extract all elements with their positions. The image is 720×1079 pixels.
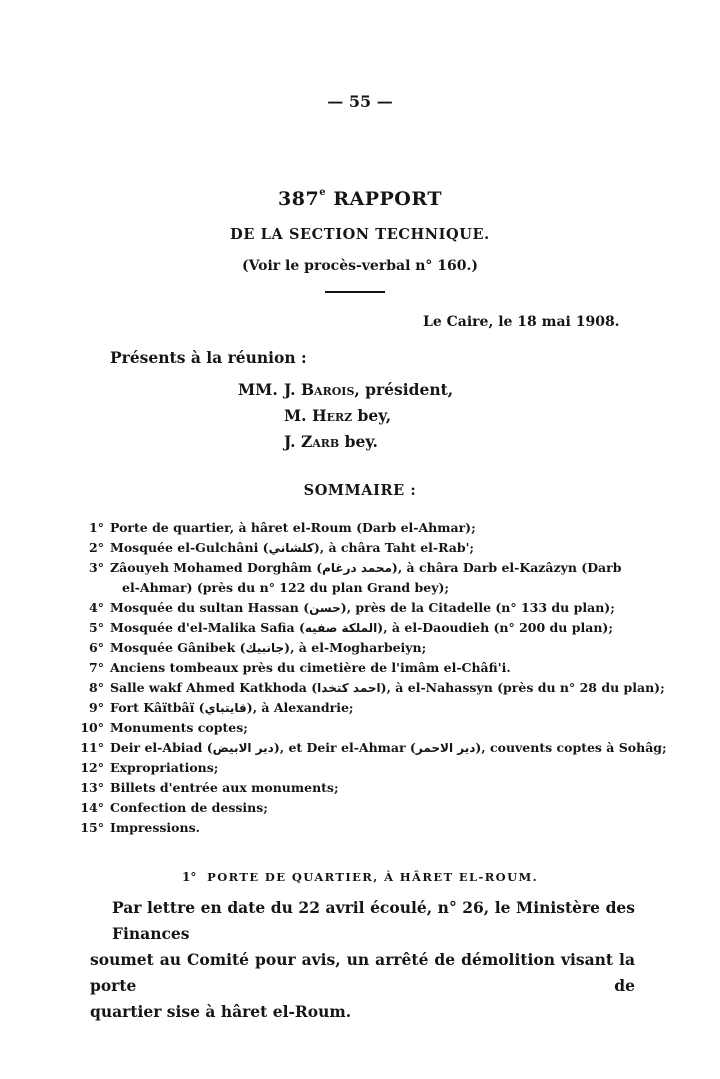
member-name: Herz	[311, 406, 353, 425]
body-line: Par lettre en date du 22 avril écoulé, n° 26, le Ministère des Finances	[112, 898, 635, 943]
summary-item	[70, 558, 640, 578]
summary-item	[70, 538, 640, 558]
summary-item	[70, 758, 640, 778]
summary-item-text: , à châra Taht el-Rab';	[319, 540, 475, 555]
summary-item-number: 14°	[80, 800, 104, 815]
summary-item-text: , près de la Citadelle (n° 133 du plan);	[346, 600, 615, 615]
summary-item-text: Impressions.	[110, 820, 200, 835]
members-prefix: MM.	[238, 380, 278, 399]
report-number: 387	[278, 188, 320, 210]
body-line: quartier sise à hâret el-Roum.	[90, 1002, 352, 1021]
arabic-name: قايتباي	[204, 701, 247, 715]
summary-item	[70, 518, 640, 538]
summary-item-number: 4°	[89, 600, 104, 615]
summary-item-text: , et Deir el-Ahmar (	[279, 740, 416, 755]
body-line: soumet au Comité pour avis, un arrêté de démolition visant la porte de	[90, 950, 635, 995]
report-label: RAPPORT	[333, 188, 442, 210]
summary-item-number: 9°	[89, 700, 104, 715]
member-name: Barois	[300, 380, 355, 399]
member-initial: M.	[284, 406, 312, 425]
summary-item-number: 10°	[80, 720, 104, 735]
summary-item-text: )	[377, 620, 384, 635]
summary-item-number: 6°	[89, 640, 104, 655]
section-heading-title: PORTE DE QUARTIER, À HÂRET EL-ROUM.	[207, 870, 539, 884]
summary-item-text: Monuments coptes;	[110, 720, 248, 735]
report-reference: (Voir le procès-verbal n° 160.)	[241, 258, 479, 274]
summary-item-number: 13°	[80, 780, 104, 795]
summary-item	[70, 678, 665, 698]
summary-item-text: Fort Kâïtbâï (	[110, 700, 205, 715]
summary-item	[70, 618, 640, 638]
section-heading-number: 1°	[181, 870, 197, 884]
member-title: , président,	[354, 380, 454, 399]
summary-item-text: , à el-Mogharbeiyn;	[290, 640, 427, 655]
arabic-name: دير الاحمر	[415, 741, 476, 755]
summary-item	[70, 738, 667, 758]
arabic-name: الملكة صفيه	[304, 621, 378, 635]
summary-item-text: )	[340, 600, 347, 615]
page-number: — 55 —	[327, 92, 393, 111]
report-number-suffix: e	[319, 187, 327, 198]
summary-item-text: , à Alexandrie;	[252, 700, 354, 715]
summary-item-number: 15°	[80, 820, 104, 835]
presents-label: Présents à la réunion :	[110, 348, 307, 367]
arabic-name: احمد كتخدا	[317, 681, 381, 695]
member-line	[284, 380, 453, 399]
member-title: bey.	[339, 432, 378, 451]
summary-item	[70, 718, 640, 738]
summary-item-text: Mosquée el-Gulchâni (	[110, 540, 269, 555]
summary-item-number: 2°	[89, 540, 104, 555]
summary-item	[70, 818, 640, 838]
summary-item-text: )	[380, 680, 387, 695]
dateline: Le Caire, le 18 mai 1908.	[423, 314, 620, 330]
arabic-name: جانبيك	[245, 641, 285, 655]
summary-item-text: , à châra Darb el-Kazâzyn (Darb	[397, 560, 622, 575]
summary-item-text: )	[273, 740, 280, 755]
summary-item-text: Mosquée d'el-Malika Safia (	[110, 620, 305, 635]
body-paragraph	[90, 895, 635, 1025]
summary-item-text: , couvents coptes à Sohâg;	[481, 740, 667, 755]
summary-item	[70, 598, 640, 618]
summary-item-text: Billets d'entrée aux monuments;	[110, 780, 339, 795]
sommaire-heading: SOMMAIRE :	[303, 482, 417, 499]
summary-item-text: )	[246, 700, 253, 715]
section-heading	[0, 870, 720, 884]
summary-item-text: Mosquée du sultan Hassan (	[110, 600, 310, 615]
summary-item-text: Anciens tombeaux près du cimetière de l'imâm el-Châfi'i.	[110, 660, 511, 675]
summary-item-text: Confection de dessins;	[110, 800, 268, 815]
summary-item-number: 1°	[89, 520, 104, 535]
summary-item-number: 8°	[89, 680, 104, 695]
summary-item-text: Deir el-Abiad (	[110, 740, 213, 755]
summary-item-number: 12°	[80, 760, 104, 775]
divider-rule	[325, 291, 385, 293]
summary-item-text: Salle wakf Ahmed Katkhoda (	[110, 680, 318, 695]
summary-item-text: )	[391, 560, 398, 575]
summary-item-text: Expropriations;	[110, 760, 219, 775]
summary-item-text: )	[313, 540, 320, 555]
summary-item-text: , à el-Daoudieh (n° 200 du plan);	[383, 620, 613, 635]
summary-item-continuation	[70, 578, 640, 598]
summary-item-text: el-Ahmar) (près du n° 122 du plan Grand bey);	[122, 580, 449, 595]
arabic-name: حسن	[309, 601, 341, 615]
summary-item-text: , à el-Nahassyn (près du n° 28 du plan);	[386, 680, 665, 695]
summary-item-text: Porte de quartier, à hâret el-Roum (Darb el-Ahmar);	[110, 520, 476, 535]
summary-item-text: Zâouyeh Mohamed Dorghâm (	[110, 560, 323, 575]
report-title	[0, 188, 720, 210]
member-initial: J.	[284, 380, 301, 399]
summary-item-number: 11°	[80, 740, 104, 755]
summary-item-number: 3°	[89, 560, 104, 575]
member-title: bey,	[352, 406, 392, 425]
member-line	[284, 406, 391, 425]
summary-list	[70, 518, 667, 838]
member-name: Zarb	[300, 432, 340, 451]
member-line	[284, 432, 378, 451]
report-subtitle: DE LA SECTION TECHNIQUE.	[230, 226, 490, 243]
summary-item	[70, 638, 640, 658]
summary-item-text: Mosquée Gânibek (	[110, 640, 246, 655]
summary-item-text: )	[284, 640, 291, 655]
summary-item	[70, 658, 640, 678]
arabic-name: محمد درغام	[322, 561, 392, 575]
summary-item-text: )	[475, 740, 482, 755]
arabic-name: كلشاني	[268, 541, 314, 555]
summary-item	[70, 778, 640, 798]
member-initial: J.	[284, 432, 301, 451]
summary-item	[70, 698, 640, 718]
arabic-name: دير الابيض	[212, 741, 274, 755]
summary-item	[70, 798, 640, 818]
summary-item-number: 5°	[89, 620, 104, 635]
summary-item-number: 7°	[89, 660, 104, 675]
